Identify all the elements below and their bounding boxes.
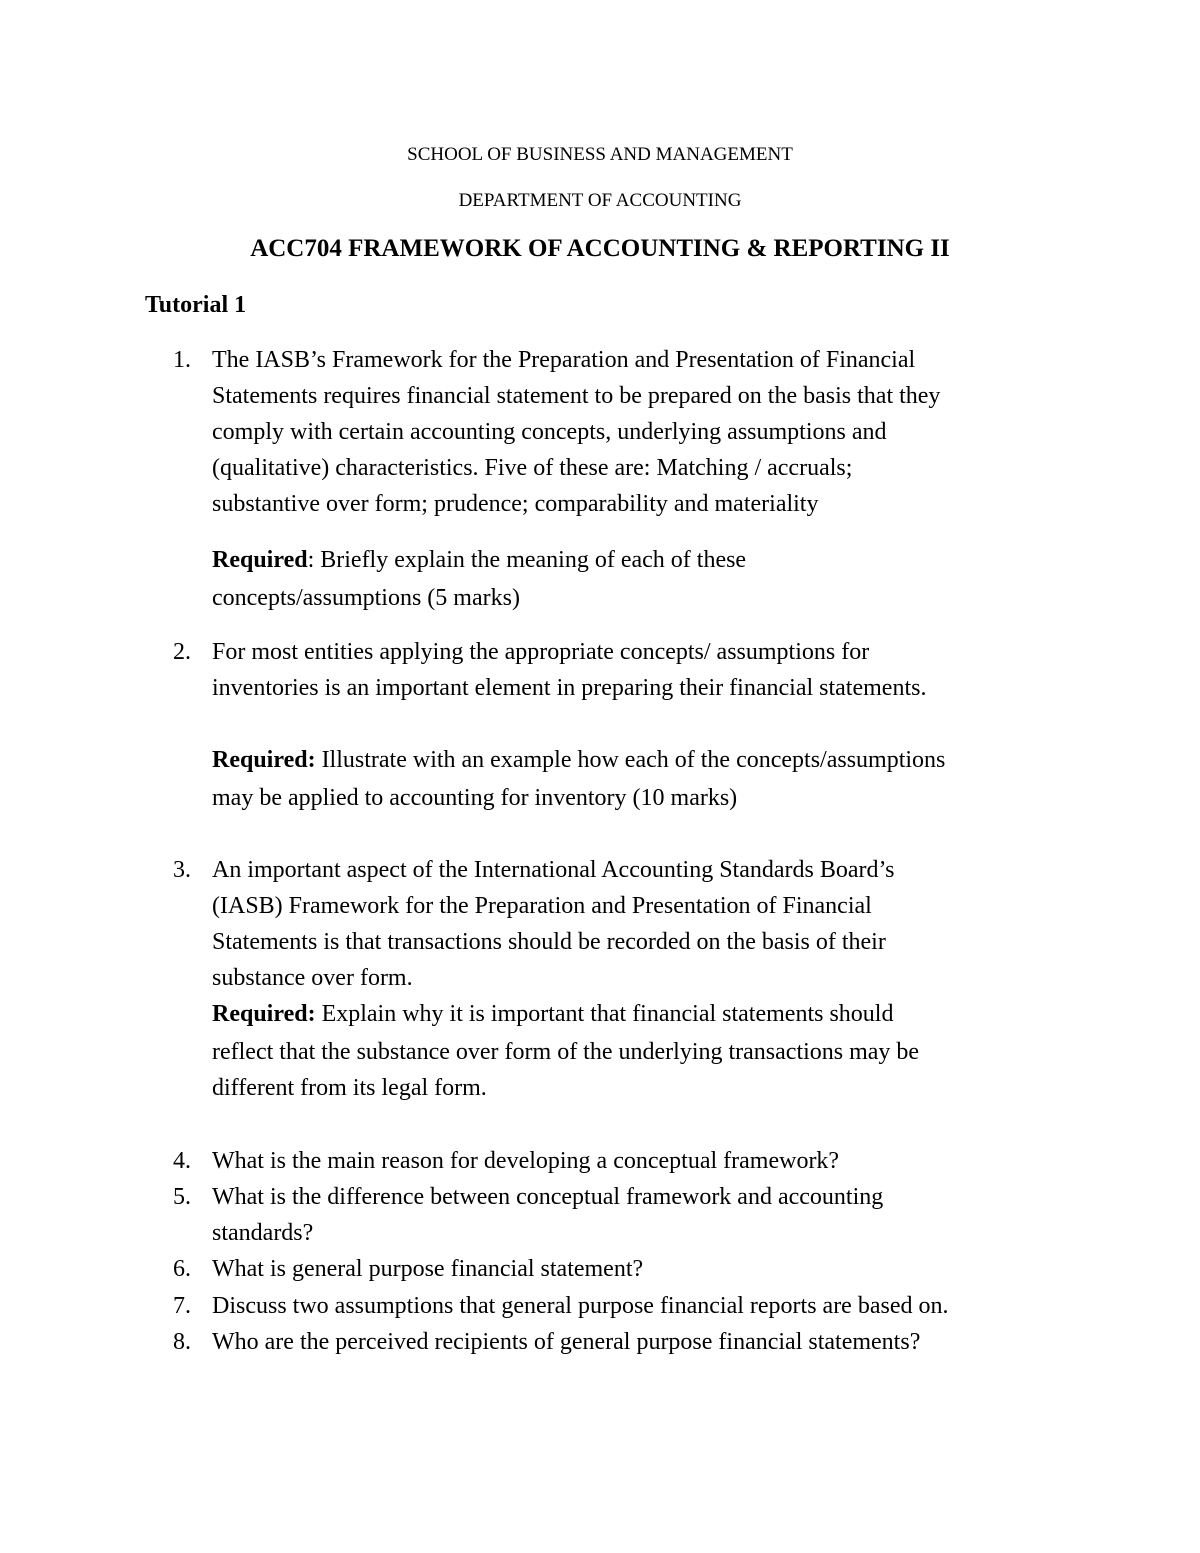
required-label: Required: — [212, 1001, 316, 1027]
question-3-required — [212, 998, 893, 1030]
question-7-number: 7. — [173, 1293, 191, 1319]
question-6-line-1: What is general purpose financial statement? — [212, 1256, 644, 1282]
question-2-required-line-2: may be applied to accounting for inventory (10 marks) — [212, 785, 738, 811]
question-3-line-4: substance over form. — [212, 965, 413, 991]
question-3-required-line-3: different from its legal form. — [212, 1075, 487, 1101]
question-8-line-1: Who are the perceived recipients of general purpose financial statements? — [212, 1329, 921, 1355]
tutorial-title: Tutorial 1 — [145, 292, 247, 318]
question-1-line-4: (qualitative) characteristics. Five of these are: Matching / accruals; — [212, 455, 853, 481]
question-1-line-3: comply with certain accounting concepts, underlying assumptions and — [212, 419, 887, 445]
question-3-line-2: (IASB) Framework for the Preparation and Presentation of Financial — [212, 893, 872, 919]
question-1-number: 1. — [173, 347, 191, 373]
question-6-number: 6. — [173, 1256, 191, 1282]
required-label: Required — [212, 547, 308, 573]
question-1-required — [212, 544, 746, 576]
question-7-line-1: Discuss two assumptions that general purpose financial reports are based on. — [212, 1293, 949, 1319]
question-2-required-text: Illustrate with an example how each of the concepts/assumptions — [315, 747, 946, 773]
question-1-required-line-2: concepts/assumptions (5 marks) — [212, 585, 520, 611]
question-2-line-2: inventories is an important element in preparing their financial statements. — [212, 675, 927, 701]
question-4-line-1: What is the main reason for developing a conceptual framework? — [212, 1148, 840, 1174]
question-2-line-1: For most entities applying the appropriate concepts/ assumptions for — [212, 639, 870, 665]
question-2-number: 2. — [173, 639, 191, 665]
question-5-line-1: What is the difference between conceptual framework and accounting — [212, 1184, 884, 1210]
question-3-number: 3. — [173, 857, 191, 883]
question-8-number: 8. — [173, 1329, 191, 1355]
question-1-line-5: substantive over form; prudence; comparability and materiality — [212, 491, 819, 517]
school-heading: SCHOOL OF BUSINESS AND MANAGEMENT — [407, 144, 793, 165]
question-5-line-2: standards? — [212, 1220, 314, 1246]
question-3-line-1: An important aspect of the International Accounting Standards Board’s — [212, 857, 895, 883]
question-1-required-text: : Briefly explain the meaning of each of these — [307, 547, 747, 573]
required-label: Required: — [212, 747, 316, 773]
department-heading: DEPARTMENT OF ACCOUNTING — [458, 190, 742, 211]
question-1-line-2: Statements requires financial statement to be prepared on the basis that they — [212, 383, 941, 409]
question-4-number: 4. — [173, 1148, 191, 1174]
question-3-line-3: Statements is that transactions should be recorded on the basis of their — [212, 929, 886, 955]
question-5-number: 5. — [173, 1184, 191, 1210]
question-2-required — [212, 744, 945, 776]
question-1-line-1: The IASB’s Framework for the Preparation and Presentation of Financial — [212, 347, 916, 373]
question-3-required-text: Explain why it is important that financial statements should — [315, 1001, 894, 1027]
course-title: ACC704 FRAMEWORK OF ACCOUNTING & REPORTING II — [250, 235, 950, 262]
question-3-required-line-2: reflect that the substance over form of the underlying transactions may be — [212, 1039, 920, 1065]
